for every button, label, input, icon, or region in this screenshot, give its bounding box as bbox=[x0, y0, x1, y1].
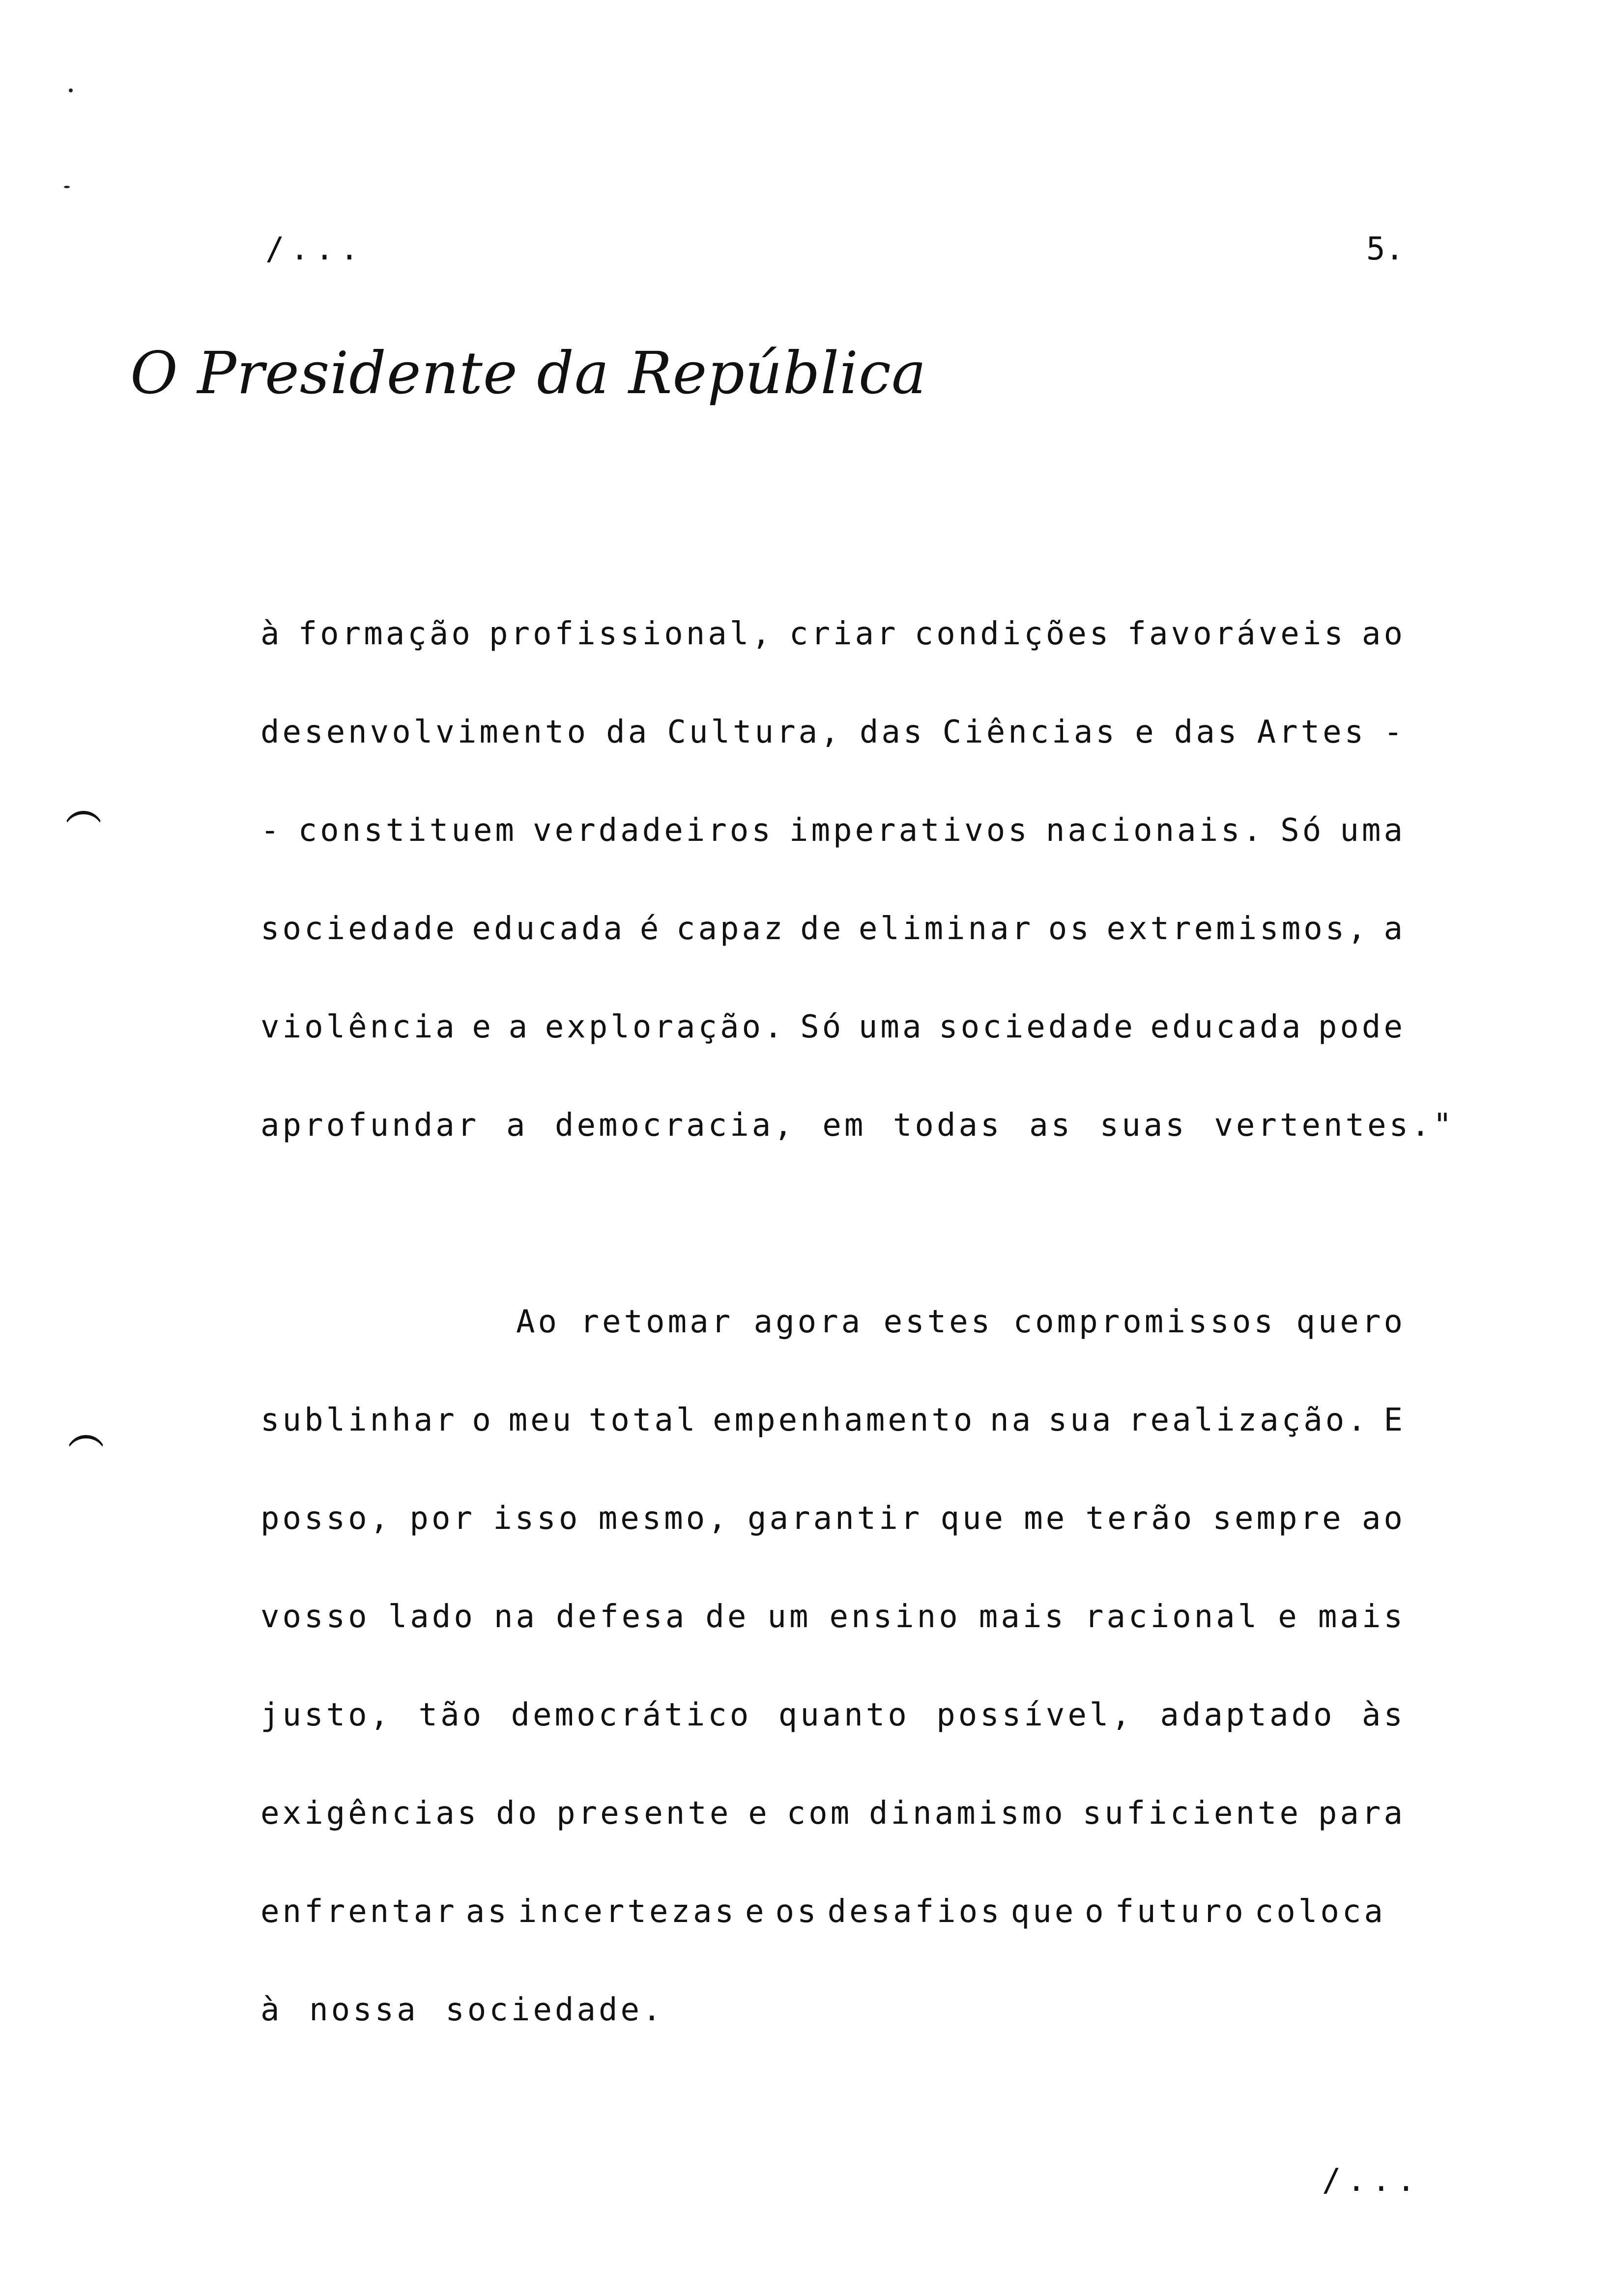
word: e bbox=[1135, 714, 1157, 750]
word: posso, bbox=[260, 1500, 392, 1537]
word: que bbox=[940, 1500, 1007, 1537]
paragraph-2-line-1 bbox=[516, 1302, 1406, 1342]
word: isso bbox=[493, 1500, 581, 1537]
paragraph-2-line-8: à nossa sociedade. bbox=[260, 1992, 664, 2028]
word: das bbox=[859, 714, 925, 750]
punch-hole-mark bbox=[64, 811, 103, 850]
word: Só bbox=[1280, 812, 1324, 849]
word: educada bbox=[1150, 1009, 1304, 1045]
paragraph-1-line-2 bbox=[260, 713, 1406, 752]
word: Cultura, bbox=[667, 714, 842, 750]
paragraph-1-line-6: aprofundar a democracia, em todas as suas vertentes." bbox=[260, 1107, 1455, 1144]
word: desafios bbox=[827, 1894, 1003, 1930]
word: capaz bbox=[676, 911, 786, 947]
word: agora bbox=[753, 1304, 864, 1340]
word: de bbox=[800, 911, 844, 947]
word: defesa bbox=[556, 1599, 688, 1635]
word: vosso bbox=[260, 1599, 370, 1635]
word: as bbox=[465, 1894, 510, 1930]
word: extremismos, bbox=[1106, 911, 1369, 947]
paragraph-2-line-5 bbox=[260, 1695, 1406, 1735]
word: das bbox=[1174, 714, 1240, 750]
word: total bbox=[588, 1402, 698, 1438]
word: sociedade bbox=[260, 911, 458, 947]
word: lado bbox=[388, 1599, 476, 1635]
word: violência bbox=[260, 1009, 458, 1045]
word: Ao bbox=[516, 1304, 560, 1340]
word: meu bbox=[508, 1402, 575, 1438]
top-continuation-mark: /... bbox=[265, 231, 365, 267]
bottom-continuation-mark: /... bbox=[1322, 2162, 1422, 2199]
word: desenvolvimento bbox=[260, 714, 589, 750]
presidential-letterhead: O Presidente da República bbox=[130, 339, 927, 407]
word: suficiente bbox=[1082, 1795, 1301, 1832]
word: E bbox=[1383, 1402, 1406, 1438]
word: o bbox=[1085, 1894, 1107, 1930]
word: adaptado bbox=[1160, 1697, 1335, 1733]
word: justo, bbox=[260, 1697, 392, 1733]
word: estes bbox=[883, 1304, 993, 1340]
word: favoráveis bbox=[1127, 616, 1346, 652]
paragraph-2-line-6 bbox=[260, 1794, 1406, 1833]
word: tão bbox=[418, 1697, 485, 1733]
paragraph-1-line-1 bbox=[260, 614, 1406, 654]
word: da bbox=[606, 714, 650, 750]
word: criar bbox=[789, 616, 899, 652]
paragraph-2-line-2 bbox=[260, 1401, 1406, 1440]
word: exigências bbox=[260, 1795, 480, 1832]
word: empenhamento bbox=[713, 1402, 976, 1438]
word: Artes bbox=[1257, 714, 1367, 750]
word: é bbox=[639, 911, 662, 947]
word: sua bbox=[1048, 1402, 1114, 1438]
word: sempre bbox=[1212, 1500, 1344, 1537]
word: nacionais. bbox=[1045, 812, 1265, 849]
word: quanto bbox=[778, 1697, 910, 1733]
word: futuro bbox=[1115, 1894, 1246, 1930]
word: Só bbox=[800, 1009, 844, 1045]
word: uma bbox=[1340, 812, 1406, 849]
word: retomar bbox=[580, 1304, 734, 1340]
word: mesmo, bbox=[598, 1500, 730, 1537]
word: racional bbox=[1084, 1599, 1260, 1635]
word: - bbox=[1383, 714, 1406, 750]
word: e bbox=[745, 1894, 767, 1930]
word: e bbox=[748, 1795, 770, 1832]
word: às bbox=[1361, 1697, 1406, 1733]
word: para bbox=[1318, 1795, 1406, 1832]
word: sublinhar bbox=[260, 1402, 458, 1438]
word: condições bbox=[914, 616, 1112, 652]
word: enfrentar bbox=[260, 1894, 458, 1930]
word: o bbox=[472, 1402, 494, 1438]
paragraph-1-line-3 bbox=[260, 811, 1406, 850]
word: um bbox=[767, 1599, 811, 1635]
word: ao bbox=[1361, 616, 1406, 652]
word: na bbox=[493, 1599, 538, 1635]
paragraph-1-line-4 bbox=[260, 909, 1406, 948]
word: com bbox=[786, 1795, 853, 1832]
word: possível, bbox=[936, 1697, 1133, 1733]
word: a bbox=[508, 1009, 531, 1045]
word: terão bbox=[1085, 1500, 1195, 1537]
word: garantir bbox=[747, 1500, 923, 1537]
word: - bbox=[260, 812, 283, 849]
word: à bbox=[260, 616, 283, 652]
word: me bbox=[1024, 1500, 1068, 1537]
word: realização. bbox=[1128, 1402, 1369, 1438]
punch-hole-mark bbox=[66, 1435, 106, 1474]
word: a bbox=[1383, 911, 1406, 947]
word: verdadeiros bbox=[533, 812, 774, 849]
word: compromissos bbox=[1013, 1304, 1276, 1340]
word: pode bbox=[1318, 1009, 1406, 1045]
word: os bbox=[775, 1894, 819, 1930]
page-number: 5. bbox=[1366, 231, 1405, 267]
word: de bbox=[705, 1599, 749, 1635]
word: ensino bbox=[829, 1599, 961, 1635]
word: sociedade bbox=[939, 1009, 1136, 1045]
word: mais bbox=[1318, 1599, 1406, 1635]
word: constituem bbox=[298, 812, 517, 849]
scan-speck bbox=[64, 186, 70, 188]
word: mais bbox=[979, 1599, 1066, 1635]
word: formação bbox=[298, 616, 473, 652]
paragraph-1-line-5 bbox=[260, 1007, 1406, 1047]
word: quero bbox=[1296, 1304, 1406, 1340]
word: incertezas bbox=[518, 1894, 737, 1930]
word: educada bbox=[472, 911, 626, 947]
word: do bbox=[496, 1795, 540, 1832]
word: os bbox=[1048, 911, 1092, 947]
word: que bbox=[1010, 1894, 1077, 1930]
word: eliminar bbox=[858, 911, 1034, 947]
word: exploração. bbox=[545, 1009, 786, 1045]
word: democrático bbox=[511, 1697, 752, 1733]
word: e bbox=[472, 1009, 494, 1045]
scan-speck bbox=[69, 88, 73, 92]
word: coloca bbox=[1254, 1894, 1386, 1930]
paragraph-2-line-7 bbox=[260, 1892, 1386, 1931]
word: Ciências bbox=[942, 714, 1118, 750]
word: e bbox=[1278, 1599, 1300, 1635]
word: imperativos bbox=[789, 812, 1030, 849]
paragraph-2-line-4 bbox=[260, 1597, 1406, 1636]
word: dinamismo bbox=[869, 1795, 1066, 1832]
word: presente bbox=[556, 1795, 732, 1832]
word: ao bbox=[1361, 1500, 1406, 1537]
word: uma bbox=[858, 1009, 924, 1045]
word: na bbox=[990, 1402, 1034, 1438]
paragraph-2-line-3 bbox=[260, 1499, 1406, 1538]
word: profissional, bbox=[489, 616, 774, 652]
word: por bbox=[409, 1500, 475, 1537]
